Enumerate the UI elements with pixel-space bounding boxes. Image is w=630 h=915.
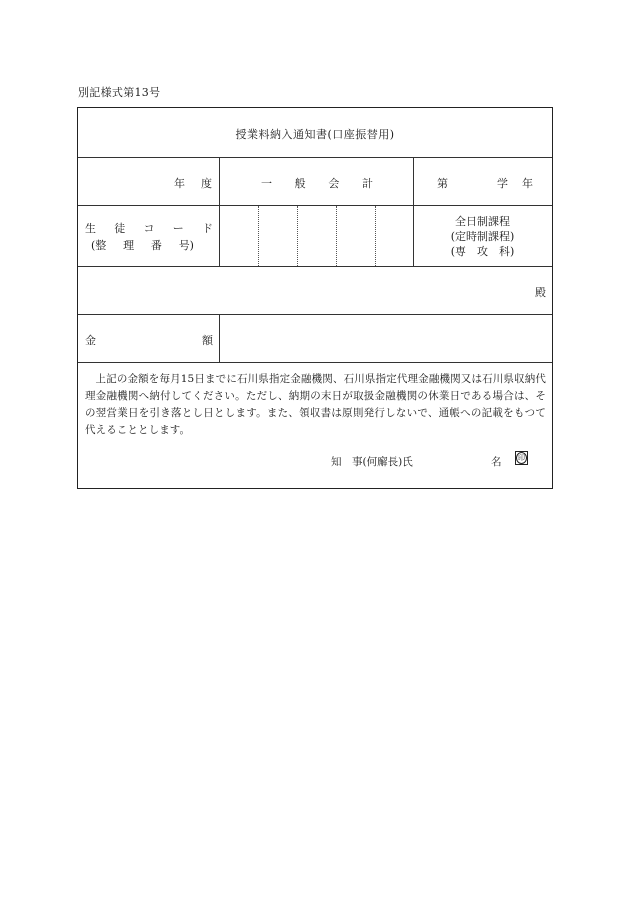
course-line: 全日制課程 (455, 215, 510, 228)
seal-mark (515, 451, 528, 465)
divider (413, 158, 414, 205)
student-code-label: 生 徒 コ ー ド (85, 222, 213, 235)
reference-number-label: (整 理 番 号) (91, 239, 194, 252)
course-line: (定時制課程) (450, 230, 515, 243)
amount-row (78, 315, 552, 363)
divider (219, 206, 220, 266)
divider (219, 315, 220, 362)
course-type-block (413, 214, 552, 259)
seal-icon: 印 (518, 454, 525, 462)
form-title: 授業料納入通知書(口座振替用) (235, 128, 395, 141)
amount-label: 金 額 (85, 334, 213, 347)
year-row (78, 158, 552, 206)
grade-prefix-label: 第 (437, 177, 448, 190)
payment-notice-text: 上記の金額を毎月15日までに石川県指定金融機関、石川県指定代理金融機関又は石川県収納代理金融機関へ納付してください。ただし、納期の末日が取扱金融機関の休業日である場合は、その翌営業日を引き落とし日とします。また、領収書は原則発行しないで、通帳への記載をもつて代えることとします。 (85, 373, 546, 436)
student-code-row (78, 206, 552, 267)
form-number: 別記様式第13号 (78, 86, 161, 99)
divider (219, 158, 220, 205)
digit-divider (297, 206, 298, 266)
tuition-notice-form (77, 107, 553, 489)
notice-row (78, 363, 552, 488)
addressee-row (78, 267, 552, 315)
signatory-title: 知 事(何廨長)氏 (331, 456, 413, 468)
general-account-label: 一 般 会 計 (261, 177, 373, 190)
title-row (78, 108, 552, 158)
course-line: (専 攻 科) (450, 245, 515, 258)
digit-divider (336, 206, 337, 266)
honorific-suffix: 殿 (535, 286, 546, 299)
digit-divider (258, 206, 259, 266)
year-label: 年 度 (174, 177, 212, 190)
digit-divider (375, 206, 376, 266)
grade-suffix-label: 学 年 (497, 177, 533, 190)
name-label: 名 (491, 456, 502, 468)
